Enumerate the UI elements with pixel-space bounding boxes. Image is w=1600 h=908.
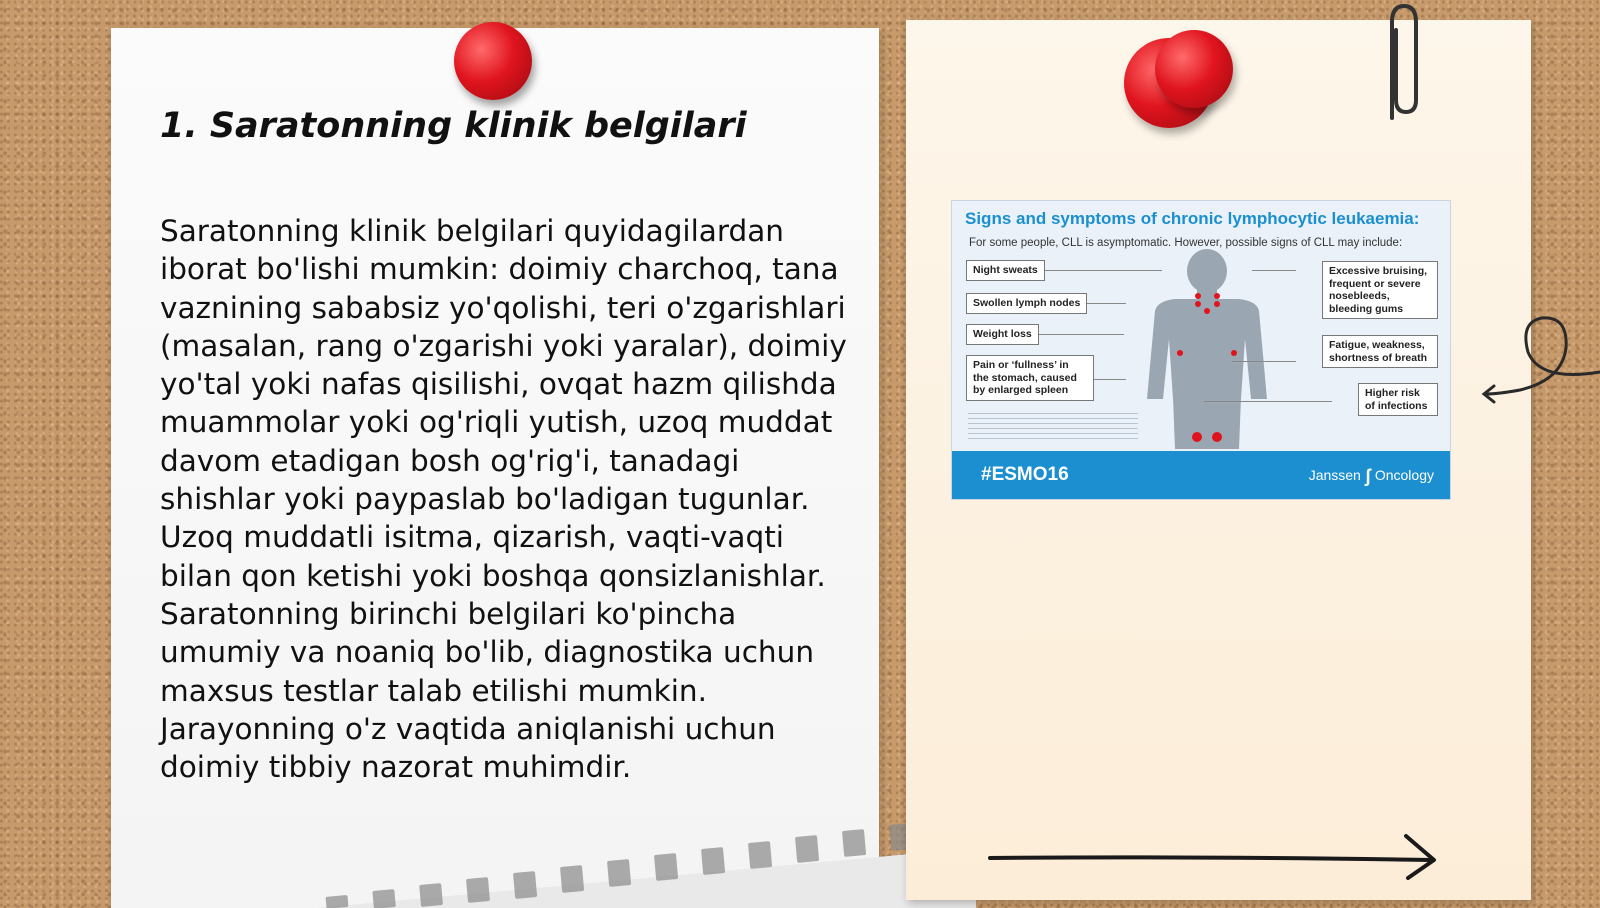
infographic-subtitle: For some people, CLL is asymptomatic. However, possible signs of CLL may include:: [969, 237, 1403, 249]
symptom-spleen-pain: Pain or ‘fullness’ in the stomach, caused by enlarged spleen: [966, 355, 1094, 401]
leader-line: [1024, 334, 1124, 335]
torn-paper-edge: [316, 808, 976, 908]
left-note-paper: [111, 28, 879, 908]
hashtag: #ESMO16: [981, 464, 1069, 485]
leader-line: [1232, 361, 1296, 362]
pushpin-icon: [454, 22, 532, 100]
cll-infographic: [951, 200, 1451, 500]
infographic-footer: [952, 451, 1450, 499]
infographic-title: Signs and symptoms of chronic lymphocytic leukaemia:: [965, 209, 1420, 228]
human-body-figure: [1127, 249, 1287, 449]
leader-line: [1030, 270, 1162, 271]
loop-doodle-icon: [1480, 312, 1600, 412]
symptom-fatigue: Fatigue, weakness, shortness of breath: [1322, 335, 1438, 368]
brand-logo: [1309, 466, 1434, 487]
symptom-swollen-lymph-nodes: Swollen lymph nodes: [966, 293, 1087, 314]
leader-line: [1252, 270, 1296, 271]
brand-right: Oncology: [1374, 467, 1434, 483]
infographic-references: [968, 413, 1138, 443]
leader-line: [1204, 401, 1332, 402]
brand-left: Janssen: [1308, 467, 1361, 483]
slide-heading: 1. Saratonning klinik belgilari: [160, 106, 747, 146]
symptom-weight-loss: Weight loss: [966, 324, 1039, 345]
symptom-night-sweats: Night sweats: [966, 260, 1045, 281]
paperclip-icon: [1374, 0, 1424, 125]
symptom-bruising: Excessive bruising, frequent or severe nosebleeds, bleeding gums: [1322, 261, 1438, 319]
janssen-mark-icon: ʃ: [1364, 466, 1371, 486]
symptom-infections: Higher risk of infections: [1358, 383, 1438, 416]
arrow-icon: [986, 830, 1446, 880]
slide-paragraph: Saratonning klinik belgilari quyidagilardan iborat bo'lishi mumkin: doimiy charchoq, tana vaznining sababsiz yo'qolishi, teri o'zgarishlari (masalan, rang o'zgarishi yoki yaralar), doimiy yo'tal yoki nafas qisilishi, ovqat hazm qilishda muammolar yoki og'riqli yutish, uzoq muddat davom etadigan bosh og'rig'i, tanadagi shishlar yoki paypaslab bo'ladigan tugunlar. Uzoq muddatli isitma, qizarish, vaqti-vaqti bilan qon ketishi yoki boshqa qonsizlanishlar. Saratonning birinchi belgilari ko'pincha umumiy va noaniq bo'lib, diagnostika uchun maxsus testlar talab etilishi mumkin. Jarayonning o'z vaqtida aniqlanishi uchun doimiy tibbiy nazorat muhimdir.: [160, 214, 847, 785]
pushpin-icon: [1155, 30, 1233, 108]
